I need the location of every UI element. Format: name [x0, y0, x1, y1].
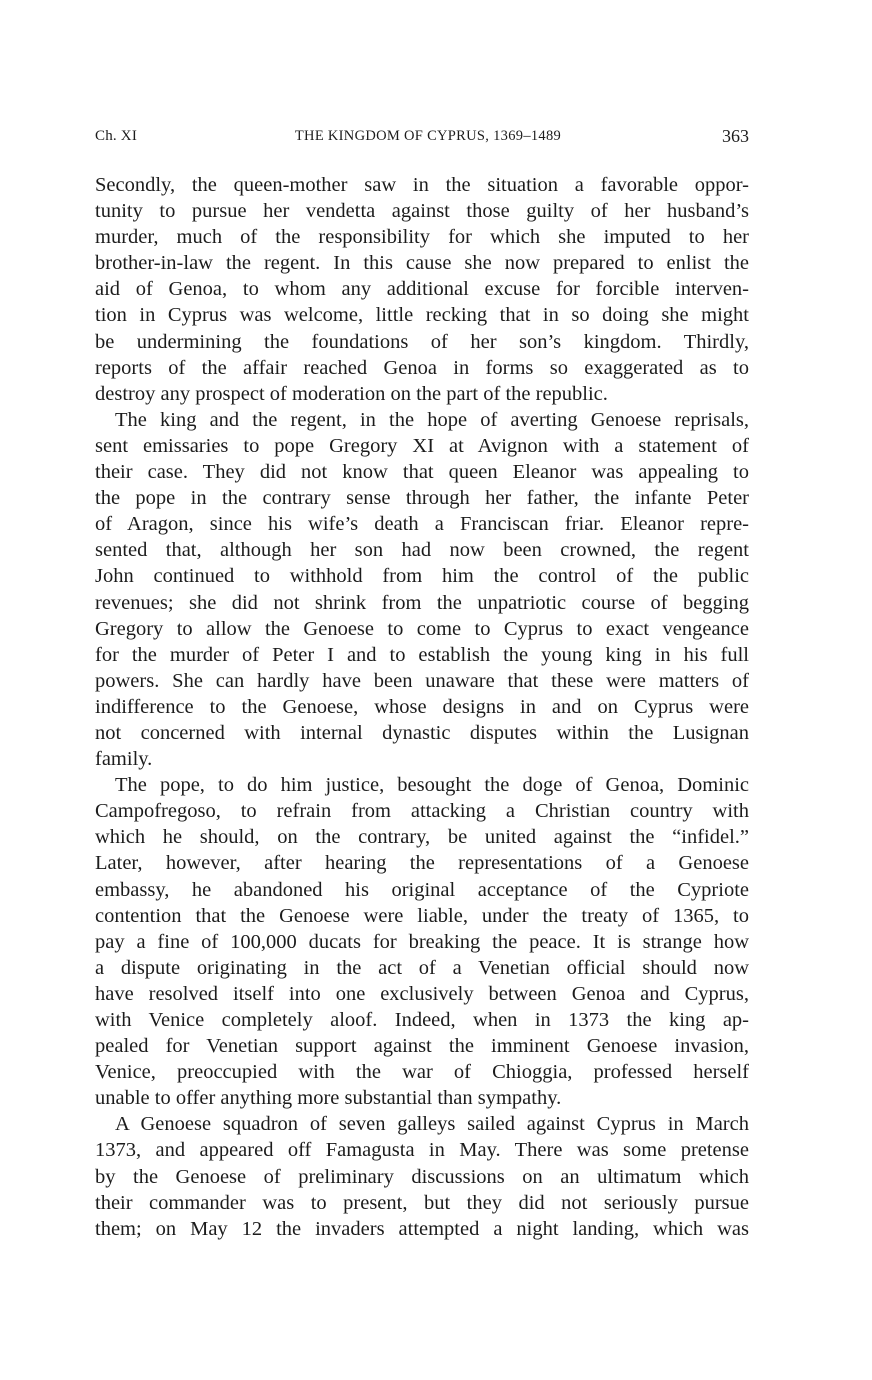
text-line: pealed for Venetian support against the imminent Genoese invasion, [95, 1035, 749, 1058]
text-line: tunity to pursue her vendetta against those guilty of her husband’s [95, 200, 749, 223]
text-line: by the Genoese of preliminary discussions on an ultimatum which [95, 1165, 749, 1188]
text-line: unable to offer anything more substantial than sympathy. [95, 1087, 562, 1110]
text-line: A Genoese squadron of seven galleys sailed against Cyprus in March [115, 1113, 749, 1136]
text-line: embassy, he abandoned his original acceptance of the Cypriote [95, 878, 749, 901]
text-line: their case. They did not know that queen Eleanor was appealing to [95, 461, 749, 484]
text-line: Gregory to allow the Genoese to come to Cyprus to exact vengeance [95, 617, 749, 640]
text-line: The pope, to do him justice, besought the doge of Genoa, Dominic [115, 774, 749, 797]
text-line: brother-in-law the regent. In this cause she now prepared to enlist the [95, 252, 749, 275]
text-line: a dispute originating in the act of a Venetian official should now [95, 956, 749, 979]
text-line: Venice, preoccupied with the war of Chioggia, professed herself [95, 1061, 749, 1084]
text-line: of Aragon, since his wife’s death a Franciscan friar. Eleanor repre- [95, 513, 749, 536]
text-line: for the murder of Peter I and to establish the young king in his full [95, 643, 749, 666]
paragraph [95, 772, 749, 1111]
running-title: THE KINGDOM OF CYPRUS, 1369–1489 [294, 128, 562, 144]
text-line: their commander was to present, but they did not seriously pursue [95, 1191, 749, 1214]
text-line: sent emissaries to pope Gregory XI at Avignon with a statement of [95, 434, 749, 457]
text-line: indifference to the Genoese, whose designs in and on Cyprus were [95, 695, 749, 718]
text-line: Campofregoso, to refrain from attacking a Christian country with [95, 800, 749, 823]
text-line: have resolved itself into one exclusively between Genoa and Cyprus, [95, 982, 749, 1005]
text-line: contention that the Genoese were liable, under the treaty of 1365, to [95, 904, 749, 927]
text-line: Secondly, the queen-mother saw in the situation a favorable oppor- [95, 174, 749, 196]
paragraph [95, 407, 749, 772]
paragraph [95, 1111, 749, 1241]
text-line: Later, however, after hearing the representations of a Genoese [95, 852, 749, 875]
text-line: murder, much of the responsibility for which she imputed to her [95, 226, 749, 249]
text-line: tion in Cyprus was welcome, little recking that in so doing she might [95, 304, 749, 327]
text-line: the pope in the contrary sense through her father, the infante Peter [95, 487, 749, 510]
page-number: 363 [722, 126, 749, 146]
text-line: sented that, although her son had now been crowned, the regent [95, 539, 749, 562]
text-line: The king and the regent, in the hope of averting Genoese reprisals, [115, 408, 749, 431]
text-line: not concerned with internal dynastic disputes within the Lusignan [95, 721, 749, 744]
text-line: family. [95, 748, 153, 771]
text-line: be undermining the foundations of her son’s kingdom. Thirdly, [95, 330, 749, 353]
text-line: reports of the affair reached Genoa in forms so exaggerated as to [95, 356, 749, 379]
text-line: destroy any prospect of moderation on the part of the republic. [95, 382, 608, 405]
text-line: aid of Genoa, to whom any additional excuse for forcible interven- [95, 278, 749, 301]
text-line: them; on May 12 the invaders attempted a night landing, which was [95, 1217, 749, 1240]
text-line: pay a fine of 100,000 ducats for breaking the peace. It is strange how [95, 930, 749, 953]
chapter-label: Ch. XI [95, 128, 138, 144]
body-text [95, 172, 749, 1242]
text-line: revenues; she did not shrink from the unpatriotic course of begging [95, 591, 749, 614]
text-line: with Venice completely aloof. Indeed, when in 1373 the king ap- [95, 1009, 749, 1031]
text-line: 1373, and appeared off Famagusta in May. There was some pretense [95, 1139, 749, 1162]
running-header [95, 126, 749, 148]
text-line: which he should, on the contrary, be united against the “infidel.” [95, 826, 749, 849]
text-line: John continued to withhold from him the control of the public [95, 565, 749, 588]
paragraph [95, 172, 749, 407]
text-line: powers. She can hardly have been unaware that these were matters of [95, 669, 749, 692]
